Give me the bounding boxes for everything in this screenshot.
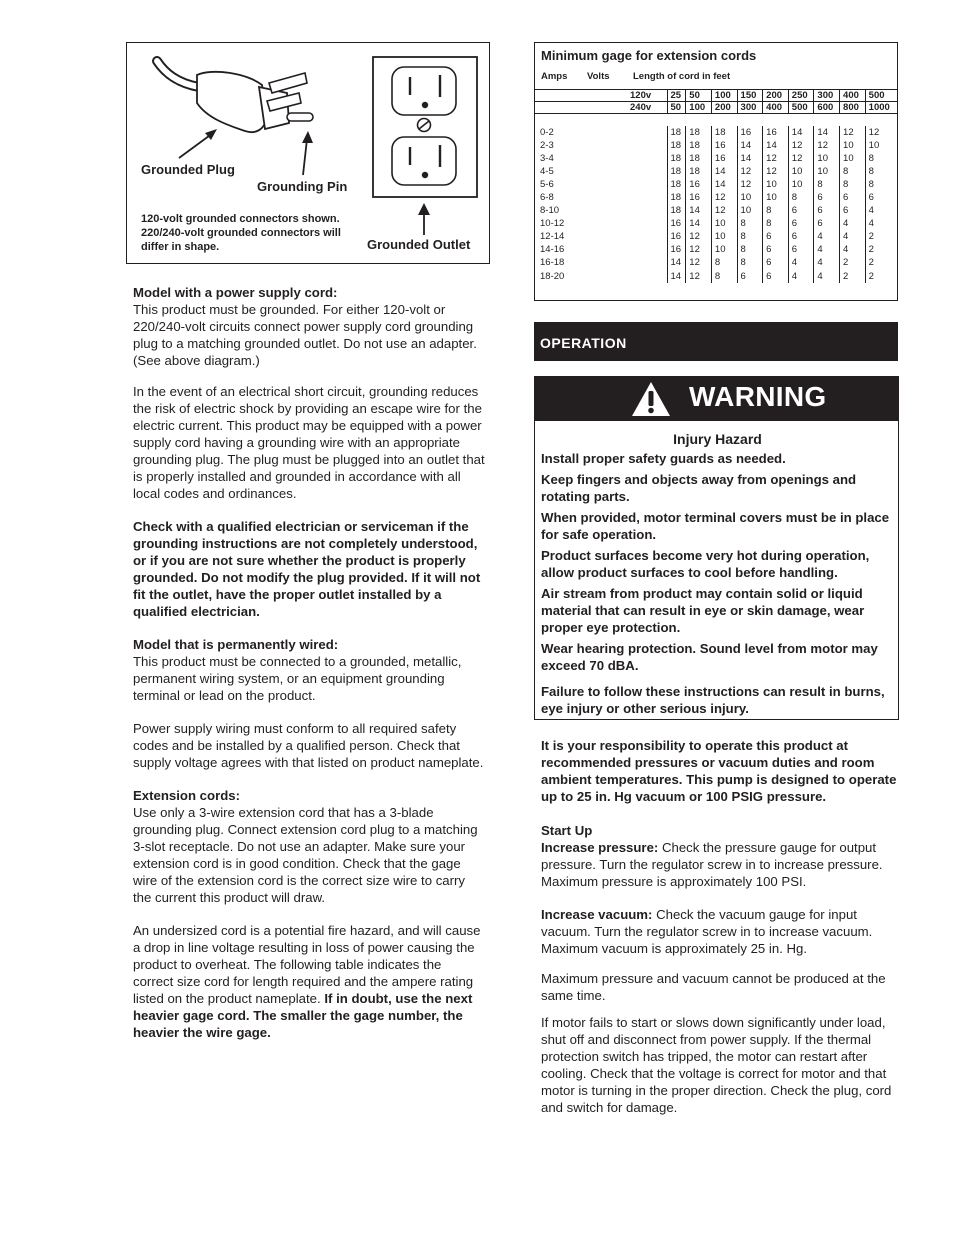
gage-cell: 10	[763, 191, 789, 204]
amps-cell: 18-20	[540, 270, 565, 282]
table-row	[535, 191, 897, 204]
table-row	[535, 230, 897, 243]
electrician-paragraph: Check with a qualified electrician or serviceman if the grounding instructions are not completely understood, or if you are not sure whether the product is properly grounded. Do not modify the plug provided. If it will not fit the outlet, have the proper outlet installed by a qualified electrician.	[133, 519, 481, 619]
permanent-wired-paragraph	[133, 636, 485, 704]
amps-cell: 10-12	[540, 218, 565, 230]
gage-cell: 6	[840, 191, 866, 204]
gage-cell: 18	[667, 165, 686, 178]
gage-cell: 2	[865, 270, 897, 283]
gage-cell: 18	[667, 126, 686, 139]
gage-cell: 10	[788, 178, 814, 191]
gage-cell: 14	[686, 217, 712, 230]
gage-cell: 10	[711, 217, 737, 230]
gage-cell: 12	[840, 126, 866, 139]
length-header: Length of cord in feet	[633, 71, 731, 82]
supply-wiring-paragraph: Power supply wiring must conform to all required safety codes and be installed by a qualified person. Check that supply voltage agrees with that listed on product nameplate.	[133, 721, 484, 770]
gage-cell: 16	[667, 217, 686, 230]
length-cell: 150	[737, 90, 763, 102]
gage-cell: 4	[814, 270, 840, 283]
amps-cell: 8-10	[540, 205, 560, 217]
warning-item: Wear hearing protection. Sound level from motor may exceed 70 dBA.	[541, 641, 878, 673]
table-row	[535, 165, 897, 178]
warning-header	[535, 377, 898, 421]
gage-cell: 10	[737, 191, 763, 204]
warning-item: Product surfaces become very hot during operation, allow product surfaces to cool before handling.	[541, 548, 870, 580]
gage-cell: 2	[865, 230, 897, 243]
undersized-cord-text: An undersized cord is a potential fire hazard, and will cause a drop in line voltage resulting in loss of power causing the product to overheat. The following table indicates the correct size cord for length required and the ampere rating listed on the product nameplate.	[133, 923, 481, 1006]
gage-cell: 4	[840, 230, 866, 243]
gage-cell: 12	[763, 152, 789, 165]
gage-cell: 6	[763, 270, 789, 283]
gage-table-box	[534, 42, 898, 301]
length-cell: 500	[788, 102, 814, 114]
grounding-diagram	[126, 42, 490, 264]
gage-cell: 16	[711, 152, 737, 165]
gage-cell: 12	[686, 243, 712, 256]
length-cell: 200	[763, 90, 789, 102]
permanent-wired-heading: Model that is permanently wired:	[133, 637, 339, 652]
gage-cell: 18	[667, 178, 686, 191]
table-row	[535, 139, 897, 152]
table-row	[535, 256, 897, 269]
gage-cell: 8	[865, 178, 897, 191]
warning-box	[534, 376, 899, 720]
gage-cell: 6	[788, 204, 814, 217]
table-row-120v	[535, 90, 897, 102]
grounding-pin-label: Grounding Pin	[257, 179, 348, 194]
gage-cell: 12	[711, 204, 737, 217]
grounded-plug-label: Grounded Plug	[141, 162, 235, 177]
gage-cell: 6	[788, 243, 814, 256]
gage-cell: 6	[737, 270, 763, 283]
increase-pressure-text: Check the pressure gauge for output pressure. Turn the regulator screw in to increase pressure. Maximum pressure is approximately 100 PSI.	[541, 840, 883, 889]
gage-cell: 4	[865, 217, 897, 230]
responsibility-paragraph: It is your responsibility to operate this product at recommended pressures or vacuum duties and room ambient temperatures. This pump is designed to operate up to 25 in. Hg vacuum or 100 PSIG pressure.	[541, 738, 897, 804]
increase-pressure-label: Increase pressure:	[541, 840, 659, 855]
gage-cell: 18	[711, 126, 737, 139]
gage-cell: 12	[763, 165, 789, 178]
gage-cell: 4	[814, 230, 840, 243]
warning-body	[535, 421, 898, 717]
gage-cell: 18	[686, 165, 712, 178]
gage-cell: 2	[840, 270, 866, 283]
gage-cell: 12	[737, 165, 763, 178]
gage-cell: 14	[788, 126, 814, 139]
length-cell: 50	[667, 102, 686, 114]
warning-item: Keep fingers and objects away from openings and rotating parts.	[541, 472, 857, 504]
gage-cell: 18	[667, 204, 686, 217]
table-row	[535, 126, 897, 139]
grounding-instructions	[133, 284, 485, 1055]
gage-cell: 6	[814, 191, 840, 204]
warning-title: WARNING	[689, 381, 827, 412]
gage-cell: 18	[686, 152, 712, 165]
gage-cell: 12	[686, 256, 712, 269]
gage-cell: 14	[711, 165, 737, 178]
gage-cell: 14	[711, 178, 737, 191]
length-cell: 300	[814, 90, 840, 102]
gage-cell: 16	[667, 230, 686, 243]
gage-cell: 4	[814, 243, 840, 256]
length-cell: 1000	[865, 102, 897, 114]
gage-cell: 8	[711, 270, 737, 283]
gage-cell: 12	[865, 126, 897, 139]
increase-pressure-paragraph	[541, 822, 897, 890]
gage-cell: 8	[737, 243, 763, 256]
gage-cell: 4	[788, 256, 814, 269]
length-cell: 100	[711, 90, 737, 102]
warning-triangle-icon	[631, 381, 671, 417]
gage-cell: 8	[814, 178, 840, 191]
gage-cell: 4	[788, 270, 814, 283]
gage-cell: 16	[667, 243, 686, 256]
warning-item: Failure to follow these instructions can result in burns, eye injury or other serious injury.	[541, 684, 885, 716]
amps-cell: 2-3	[540, 139, 554, 151]
gage-table-title: Minimum gage for extension cords	[541, 48, 757, 63]
length-cell: 250	[788, 90, 814, 102]
gage-cell: 2	[865, 256, 897, 269]
gage-cell: 18	[667, 191, 686, 204]
gage-cell: 14	[686, 204, 712, 217]
increase-vacuum-text: Check the vacuum gauge for input vacuum. Turn the regulator screw in to increase vacuum. Maximum vacuum is approximately 25 in. Hg.	[541, 907, 873, 956]
gage-cell: 12	[737, 178, 763, 191]
gage-cell: 14	[737, 139, 763, 152]
gage-cell: 16	[686, 191, 712, 204]
length-cell: 200	[711, 102, 737, 114]
gage-cell: 8	[788, 191, 814, 204]
length-cell: 500	[865, 90, 897, 102]
power-cord-paragraph	[133, 284, 485, 369]
gage-cell: 6	[763, 230, 789, 243]
gage-cell: 6	[814, 204, 840, 217]
length-cell: 800	[840, 102, 866, 114]
gage-cell: 2	[840, 256, 866, 269]
gage-cell: 8	[840, 178, 866, 191]
gage-cell: 12	[788, 139, 814, 152]
grounded-outlet-label: Grounded Outlet	[367, 237, 471, 252]
start-up-heading: Start Up	[541, 823, 593, 838]
table-row-240v	[535, 102, 897, 114]
voltage-240: 240v	[627, 102, 667, 114]
undersized-cord-paragraph	[133, 922, 485, 1041]
gage-cell: 12	[788, 152, 814, 165]
gage-cell: 18	[667, 152, 686, 165]
permanent-wired-text: This product must be connected to a grounded, metallic, permanent wiring system, or an equipment grounding terminal or lead on the product.	[133, 654, 462, 703]
max-pressure-vacuum-paragraph: Maximum pressure and vacuum cannot be produced at the same time.	[541, 971, 886, 1003]
connector-note: 120-volt grounded connectors shown. 220/240-volt grounded connectors will differ in shape.	[141, 213, 341, 253]
gage-cell: 8	[763, 204, 789, 217]
gage-cell: 6	[788, 230, 814, 243]
gage-table-body	[535, 114, 897, 295]
table-row	[535, 152, 897, 165]
gage-cell: 8	[737, 256, 763, 269]
length-cell: 600	[814, 102, 840, 114]
gage-cell: 18	[667, 139, 686, 152]
gage-cell: 12	[686, 270, 712, 283]
operation-heading: OPERATION	[534, 322, 898, 361]
gage-cell: 14	[667, 256, 686, 269]
length-cell: 400	[763, 102, 789, 114]
gage-cell: 6	[840, 204, 866, 217]
power-cord-heading: Model with a power supply cord:	[133, 285, 338, 300]
gage-cell: 12	[711, 191, 737, 204]
gage-cell: 4	[814, 256, 840, 269]
warning-item: Install proper safety guards as needed.	[541, 451, 786, 466]
gage-cell: 10	[865, 139, 897, 152]
gage-cell: 18	[686, 139, 712, 152]
power-cord-text: This product must be grounded. For either 120-volt or 220/240-volt circuits connect power supply cord grounding plug to a matching grounded outlet. Do not use an adapter. (See above diagram.)	[133, 302, 477, 368]
amps-cell: 4-5	[540, 165, 554, 177]
extension-cords-paragraph	[133, 787, 485, 906]
gage-cell: 10	[737, 204, 763, 217]
amps-cell: 12-14	[540, 231, 565, 243]
gage-cell: 2	[865, 243, 897, 256]
gage-cell: 4	[840, 217, 866, 230]
amps-cell: 3-4	[540, 152, 554, 164]
gage-cell: 10	[711, 243, 737, 256]
gage-cell: 6	[763, 243, 789, 256]
length-cell: 300	[737, 102, 763, 114]
amps-header: Amps	[541, 71, 568, 82]
table-row	[535, 270, 897, 283]
gage-cell: 10	[840, 139, 866, 152]
short-circuit-paragraph: In the event of an electrical short circuit, grounding reduces the risk of electric shock by providing an escape wire for the electric current. This product may be equipped with a power supply cord having a grounding wire with an appropriate grounding plug. The plug must be plugged into an outlet that is properly installed and grounded in accordance with all local codes and ordinances.	[133, 384, 485, 501]
length-cell: 100	[686, 102, 712, 114]
gage-cell: 14	[667, 270, 686, 283]
warning-item: When provided, motor terminal covers must be in place for safe operation.	[541, 510, 890, 542]
gage-cell: 10	[840, 152, 866, 165]
gage-cell: 8	[865, 152, 897, 165]
gage-cell: 6	[814, 217, 840, 230]
amps-cell: 6-8	[540, 192, 554, 204]
gage-cell: 10	[711, 230, 737, 243]
gage-cell: 12	[686, 230, 712, 243]
gage-cell: 10	[763, 178, 789, 191]
extension-cords-text: Use only a 3-wire extension cord that has a 3-blade grounding plug. Connect extension cord plug to a matching 3-slot receptacle. Do not use an adapter. Make sure your extension cord is in good condition. Check that the gage wire of the extension cord is the correct size wire to carry the current this product will draw.	[133, 805, 478, 905]
gage-cell: 4	[865, 204, 897, 217]
operation-instructions	[541, 737, 897, 1131]
increase-vacuum-label: Increase vacuum:	[541, 907, 653, 922]
gage-cell: 8	[865, 165, 897, 178]
amps-cell: 16-18	[540, 257, 565, 269]
table-row	[535, 217, 897, 230]
volts-header: Volts	[587, 71, 610, 82]
gage-cell: 10	[788, 165, 814, 178]
gage-cell: 8	[711, 256, 737, 269]
warning-item: Air stream from product may contain solid or liquid material that can result in eye or skin damage, wear proper eye protection.	[541, 586, 865, 635]
amps-cell: 5-6	[540, 178, 554, 190]
gage-cell: 18	[686, 126, 712, 139]
increase-vacuum-paragraph	[541, 906, 897, 957]
gage-cell: 8	[737, 230, 763, 243]
length-cell: 25	[667, 90, 686, 102]
gage-cell: 12	[814, 139, 840, 152]
amps-cell: 14-16	[540, 244, 565, 256]
gage-cell: 16	[763, 126, 789, 139]
gage-cell: 4	[840, 243, 866, 256]
gage-cell: 6	[865, 191, 897, 204]
gage-cell: 14	[763, 139, 789, 152]
gage-cell: 14	[814, 126, 840, 139]
gage-table	[535, 89, 897, 295]
gage-cell: 14	[737, 152, 763, 165]
gage-cell: 8	[737, 217, 763, 230]
table-row	[535, 243, 897, 256]
gage-cell: 6	[788, 217, 814, 230]
injury-hazard-heading: Injury Hazard	[673, 431, 762, 447]
undersized-cord-bold: If in doubt, use the next heavier gage cord. The smaller the gage number, the heavier the wire gage.	[133, 991, 473, 1040]
gage-cell: 16	[737, 126, 763, 139]
amps-cell: 0-2	[540, 126, 554, 138]
gage-cell: 6	[763, 256, 789, 269]
table-row	[535, 204, 897, 217]
gage-cell: 10	[814, 152, 840, 165]
extension-cords-heading: Extension cords:	[133, 788, 240, 803]
voltage-120: 120v	[627, 90, 667, 102]
gage-cell: 16	[711, 139, 737, 152]
gage-cell: 8	[763, 217, 789, 230]
gage-cell: 8	[840, 165, 866, 178]
gage-cell: 10	[814, 165, 840, 178]
motor-fails-paragraph: If motor fails to start or slows down significantly under load, shut off and disconnect from power supply. If the thermal protection switch has tripped, the motor can restart after cooling. Check that the voltage is correct for motor and that motor is turning in the proper direction. Check the plug, cord and switch for damage.	[541, 1015, 892, 1115]
table-row	[535, 178, 897, 191]
gage-cell: 16	[686, 178, 712, 191]
length-cell: 400	[840, 90, 866, 102]
length-cell: 50	[686, 90, 712, 102]
